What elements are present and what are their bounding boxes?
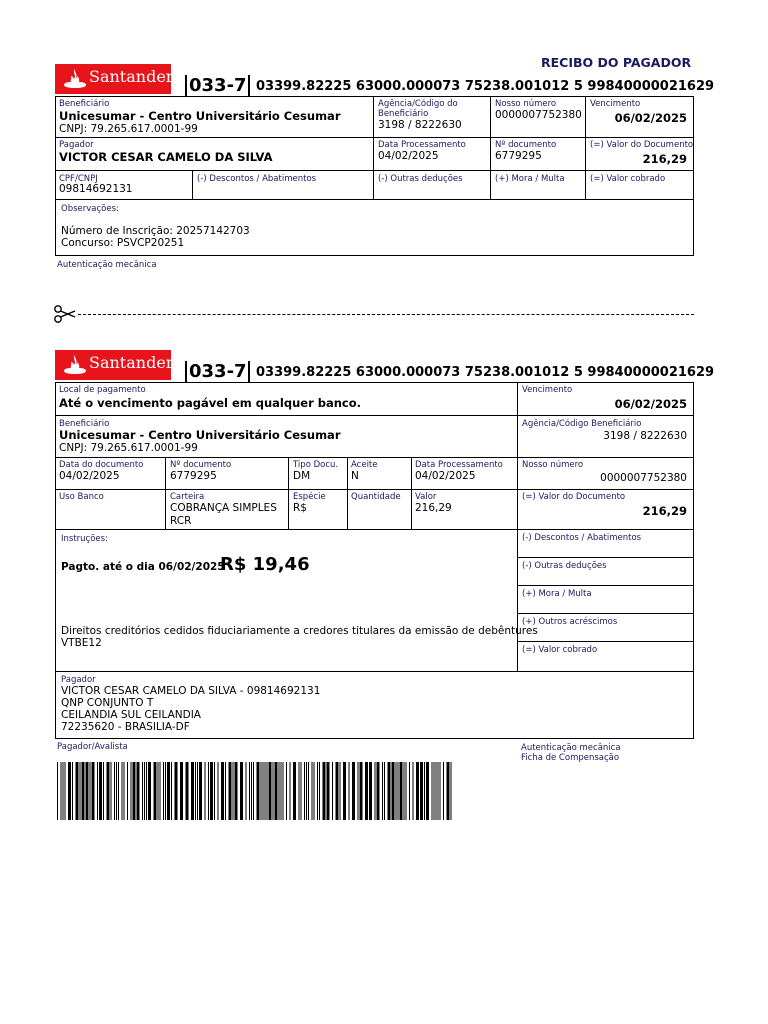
barcode-bar [396,762,397,820]
barcode-bar [406,762,407,820]
barcode-bar [384,762,385,820]
barcode-bar [398,762,399,820]
barcode-bar [436,762,437,820]
barcode-bar [443,762,444,820]
obs-concurso: Concurso: PSVCP20251 [61,237,185,249]
nosso-numero-label: Nosso número [495,99,557,109]
barcode-bar [413,762,414,820]
valor-documento-value: 216,29 [642,504,687,518]
barcode-bar [103,762,104,820]
data-processamento-value: 04/02/2025 [378,150,439,162]
barcode-bar [127,762,128,820]
barcode-bar [279,762,280,820]
bank-code: 033-7 [189,75,247,96]
barcode-bar [218,762,219,820]
local-pagamento-label: Local de pagamento [59,385,146,395]
nosso-numero-value: 0000007752380 [600,472,687,484]
bank-name: Santander [89,353,174,372]
barcode-bar [447,762,450,820]
local-pagamento-value: Até o vencimento pagável em qualquer banco. [59,396,362,410]
barcode-bar [118,762,119,820]
especie-value: R$ [293,502,307,514]
barcode-bar [246,762,247,820]
barcode-bar [92,762,95,820]
barcode-bar [257,762,260,820]
barcode-bar [160,762,161,820]
carteira-label: Carteira [170,492,205,502]
autenticacao-label: Autenticação mecânica [521,743,621,753]
barcode-bar [171,762,172,820]
pagador-label: Pagador [59,140,94,150]
barcode-bar [377,762,380,820]
data-documento-label: Data do documento [59,460,144,470]
barcode-bar [186,762,189,820]
barcode-bar [283,762,284,820]
barcode-bar [392,762,395,820]
pagador-endereco: QNP CONJUNTO T [61,697,154,709]
barcode-bar [352,762,355,820]
aceite-value: N [351,470,359,482]
valor-documento-value: 216,29 [642,152,687,166]
barcode-bar [293,762,296,820]
barcode-bar [144,762,145,820]
barcode-bar [281,762,282,820]
barcode-bar [404,762,405,820]
receipt-title: RECIBO DO PAGADOR [541,55,692,70]
ficha-compensacao-label: Ficha de Compensação [521,753,620,763]
barcode-bar [251,762,252,820]
instrucoes-label: Instruções: [61,534,108,544]
barcode-bar [317,762,318,820]
barcode-bar [107,762,110,820]
barcode [57,762,452,820]
especie-label: Espécie [293,492,326,502]
barcode-bar [210,762,213,820]
mora-label: (+) Mora / Multa [522,589,592,599]
beneficiario-label: Beneficiário [59,99,110,109]
pagador-bairro: CEILANDIA SUL CEILANDIA [61,709,201,721]
barcode-bar [148,762,151,820]
autenticacao-label: Autenticação mecânica [57,260,157,270]
barcode-bar [249,762,250,820]
barcode-bar [263,762,264,820]
numero-documento-value: 6779295 [170,470,217,482]
bank-name: Santander [89,67,174,86]
agencia-value: 3198 / 8222630 [603,430,687,442]
barcode-bar [327,762,330,820]
barcode-bar [388,762,391,820]
barcode-bar [290,762,291,820]
barcode-bar [180,762,183,820]
barcode-bar [301,762,302,820]
barcode-bar [253,762,254,820]
agencia-label: Agência/Código Beneficiário [522,419,642,429]
barcode-bar [63,762,64,820]
barcode-bar [133,762,136,820]
cut-line [78,314,694,315]
barcode-bar [332,762,333,820]
barcode-bar [273,762,274,820]
nosso-numero-value: 0000007752380 [495,109,582,121]
barcode-bar [304,762,305,820]
beneficiario-label: Beneficiário [59,419,110,429]
barcode-bar [99,762,102,820]
carteira-value: COBRANÇA SIMPLES [170,502,277,514]
barcode-bar [229,762,232,820]
vencimento-value: 06/02/2025 [614,111,687,125]
vencimento-label: Vencimento [522,385,573,395]
barcode-bar [137,762,140,820]
barcode-bar [314,762,315,820]
tipo-doc-label: Tipo Docu. [293,460,339,470]
bank-logo [55,350,174,380]
valor-documento-label: (=) Valor do Documento [590,140,694,150]
barcode-bar [360,762,363,820]
beneficiario-cnpj: CNPJ: 79.265.617.0001-99 [59,123,198,135]
barcode-bar [336,762,339,820]
observacoes-label: Observações: [61,204,119,214]
barcode-bar [308,762,309,820]
barcode-bar [221,762,224,820]
barcode-bar [208,762,209,820]
valor-label: Valor [415,492,437,502]
barcode-bar [72,762,73,820]
barcode-bar [167,762,170,820]
barcode-bar [306,762,307,820]
barcode-bar [114,762,115,820]
barcode-bar [82,762,85,820]
mora-label: (+) Mora / Multa [495,174,565,184]
barcode-bar [340,762,341,820]
barcode-bar [319,762,320,820]
barcode-bar [111,762,112,820]
outras-deducoes-label: (-) Outras deduções [522,561,607,571]
barcode-bar [76,762,79,820]
barcode-bar [122,762,123,820]
cpf-label: CPF/CNPJ [59,174,98,184]
digitable-line: 03399.82225 63000.000073 75238.001012 5 99840000021629 [256,79,715,94]
barcode-bar [90,762,91,820]
data-processamento-label: Data Processamento [378,140,466,150]
cpf-value: 09814692131 [59,183,133,195]
barcode-bar [349,762,350,820]
barcode-bar [375,762,376,820]
barcode-bar [197,762,198,820]
beneficiario-cnpj: CNPJ: 79.265.617.0001-99 [59,442,198,454]
barcode-bar [205,762,206,820]
tipo-doc-value: DM [293,470,311,482]
barcode-bar [299,762,300,820]
barcode-bar [382,762,383,820]
pagador-cep-cidade: 72235620 - BRASILIA-DF [61,721,190,733]
pagador-avalista-label: Pagador/Avalista [57,742,128,752]
numero-documento-value: 6779295 [495,150,542,162]
data-documento-value: 04/02/2025 [59,470,120,482]
barcode-bar [175,762,178,820]
barcode-bar [68,762,71,820]
barcode-bar [65,762,66,820]
beneficiario-name: Unicesumar - Centro Universitário Cesumar [59,428,341,442]
numero-documento-label: Nº documento [495,140,557,150]
barcode-bar [199,762,202,820]
instrucao-linha-1: Direitos creditórios cedidos fiduciariamente a credores titulares da emissão de debêntures [61,625,538,637]
barcode-bar [191,762,194,820]
barcode-bar [265,762,266,820]
barcode-bar [434,762,435,820]
data-processamento-value: 04/02/2025 [415,470,476,482]
barcode-bar [233,762,234,820]
barcode-bar [86,762,89,820]
pagador-name-cpf: VICTOR CESAR CAMELO DA SILVA - 09814692131 [61,685,321,697]
santander-flame-icon [63,354,87,374]
barcode-bar [57,762,58,820]
barcode-bar [286,762,287,820]
barcode-bar [451,762,452,820]
descontos-label: (-) Descontos / Abatimentos [197,174,317,184]
instrucao-linha-2: VTBE12 [61,637,102,649]
bank-code: 033-7 [189,361,247,382]
barcode-bar [369,762,372,820]
barcode-bar [61,762,62,820]
pagto-text: Pagto. até o dia 06/02/2025 - [61,561,233,573]
barcode-bar [358,762,359,820]
barcode-bar [365,762,368,820]
quantidade-label: Quantidade [351,492,401,502]
barcode-bar [343,762,346,820]
numero-documento-label: Nº documento [170,460,232,470]
vencimento-label: Vencimento [590,99,641,109]
obs-inscricao: Número de Inscrição: 20257142703 [61,225,250,237]
barcode-bar [158,762,159,820]
barcode-bar [165,762,166,820]
barcode-bar [146,762,147,820]
nosso-numero-label: Nosso número [522,460,584,470]
pagador-label: Pagador [61,675,96,685]
beneficiario-name: Unicesumar - Centro Universitário Cesumar [59,109,341,123]
valor-cobrado-label: (=) Valor cobrado [590,174,666,184]
barcode-bar [124,762,125,820]
agencia-label: Agência/Código do Beneficiário [378,99,458,119]
vencimento-value: 06/02/2025 [614,397,687,411]
barcode-bar [267,762,268,820]
barcode-bar [440,762,441,820]
barcode-bar [432,762,433,820]
barcode-bar [225,762,226,820]
pagto-amount: R$ 19,46 [220,554,310,575]
barcode-bar [163,762,164,820]
barcode-bar [269,762,272,820]
barcode-bar [142,762,143,820]
barcode-bar [424,762,425,820]
barcode-bar [275,762,278,820]
barcode-bar [312,762,313,820]
barcode-bar [116,762,117,820]
barcode-bar [400,762,403,820]
agencia-value: 3198 / 8222630 [378,119,462,131]
barcode-bar [416,762,419,820]
barcode-bar [240,762,243,820]
barcode-bar [323,762,326,820]
barcode-bar [97,762,98,820]
valor-documento-label: (=) Valor do Documento [522,492,626,502]
carteira-code: RCR [170,515,192,527]
data-processamento-label: Data Processamento [415,460,503,470]
descontos-label: (-) Descontos / Abatimentos [522,533,642,543]
bank-logo [55,64,174,94]
barcode-bar [420,762,423,820]
aceite-label: Aceite [351,460,378,470]
scissors-icon [53,304,77,324]
valor-value: 216,29 [415,502,452,514]
barcode-bar [154,762,157,820]
barcode-bar [409,762,410,820]
barcode-bar [261,762,262,820]
uso-banco-label: Uso Banco [59,492,104,502]
valor-cobrado-label: (=) Valor cobrado [522,645,598,655]
pagador-name: VICTOR CESAR CAMELO DA SILVA [59,150,273,164]
barcode-bar [235,762,238,820]
barcode-bar [214,762,215,820]
outras-deducoes-label: (-) Outras deduções [378,174,463,184]
barcode-bar [80,762,81,820]
barcode-bar [438,762,439,820]
barcode-bar [131,762,132,820]
barcode-bar [195,762,196,820]
outros-acrescimos-label: (+) Outros acréscimos [522,617,618,627]
barcode-bar [426,762,429,820]
digitable-line: 03399.82225 63000.000073 75238.001012 5 99840000021629 [256,365,715,380]
santander-flame-icon [63,68,87,88]
